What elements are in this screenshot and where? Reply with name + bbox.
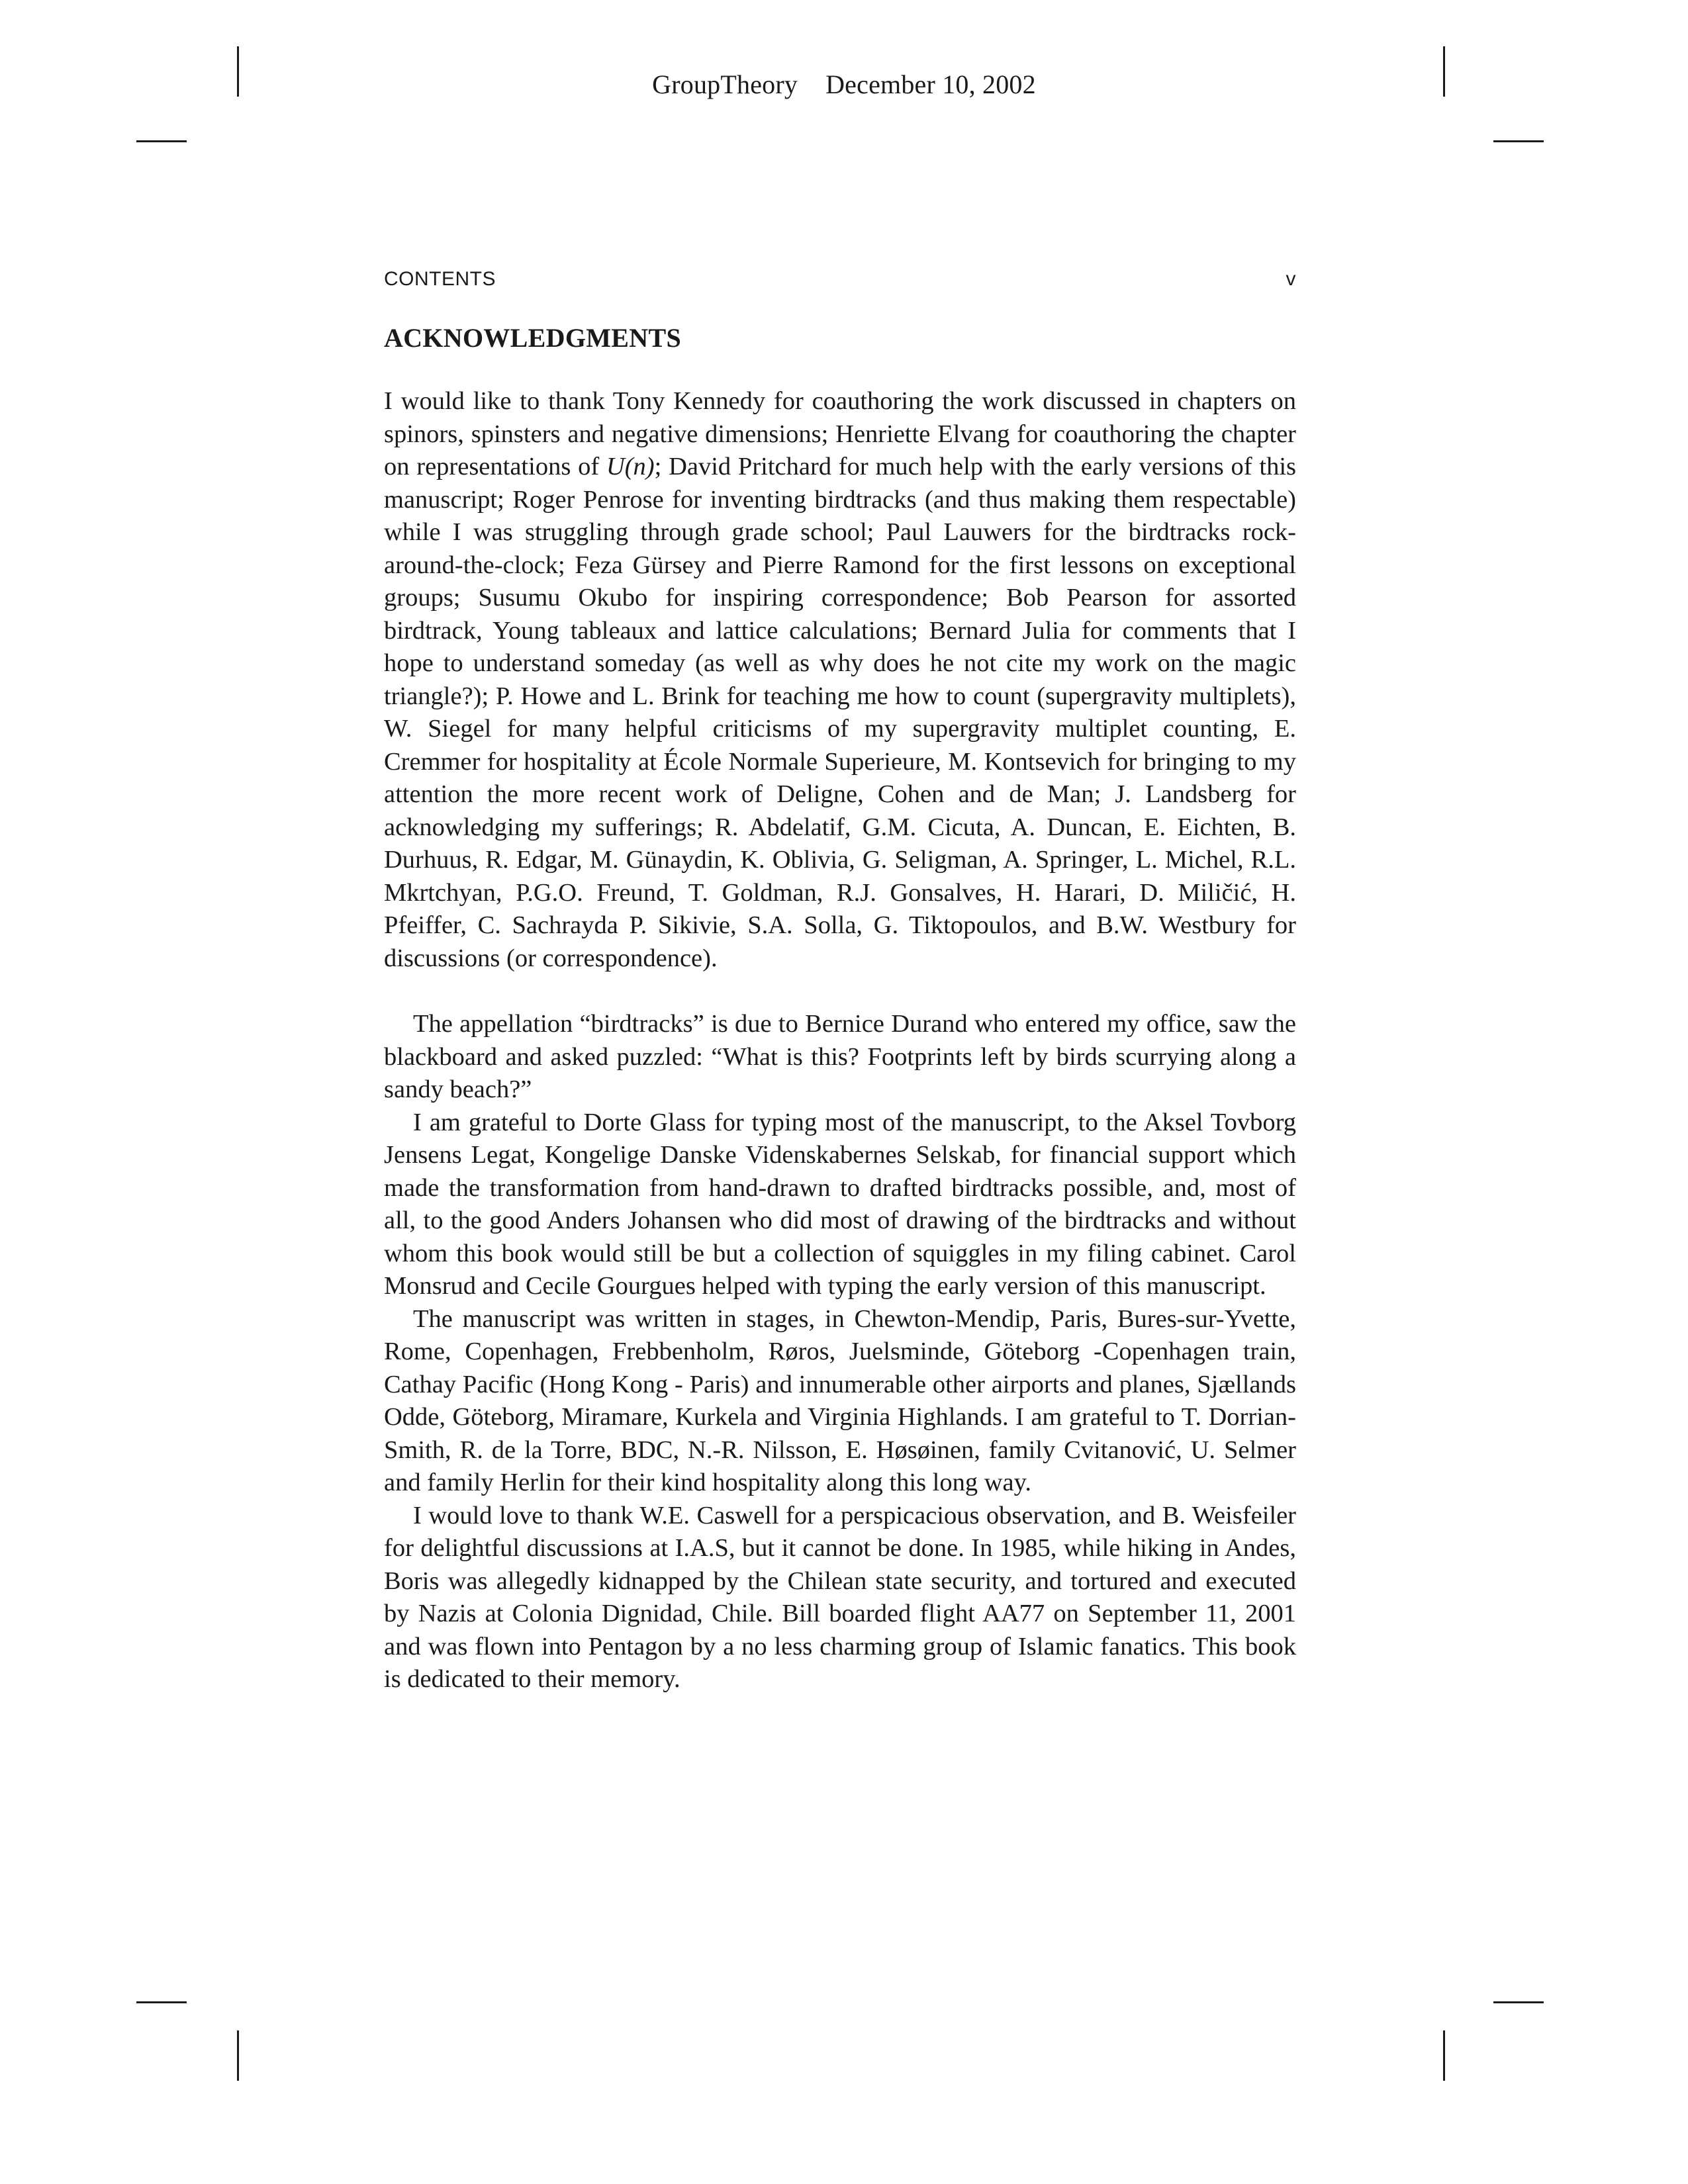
crop-mark-bottom-right-horizontal <box>1493 2001 1544 2003</box>
crop-mark-bottom-left-vertical <box>237 2030 239 2081</box>
crop-mark-top-right-horizontal <box>1493 140 1544 142</box>
paragraph-1-part-a: I would like to thank Tony Kennedy for coauthoring the work discussed in chapters on spinors, spinsters and negative dimensions; Henriette Elvang for coauthoring the chapter on representations of <box>384 387 1296 480</box>
paragraph-4: The manuscript was written in stages, in Chewton-Mendip, Paris, Bures-sur-Yvette, Rome, Copenhagen, Frebbenholm, Røros, Juelsminde, Göteborg -Copenhagen train, Cathay Pacific (Hong Kong - Paris) and innumerable other airports and planes, Sjællands Odde, Göteborg, Miramare, Kurkela and Virginia Highlands. I am grateful to T. Dorrian-Smith, R. de la Torre, BDC, N.-R. Nilsson, E. Høsøinen, family Cvitanović, U. Selmer and family Herlin for their kind hospitality along this long way. <box>384 1304 1296 1496</box>
page-number: v <box>1286 268 1296 290</box>
section-label: CONTENTS <box>384 268 496 290</box>
acknowledgments-body <box>384 385 1296 1696</box>
math-u-of-n: U(n) <box>606 453 655 480</box>
paragraph-2: The appellation “birdtracks” is due to Bernice Durand who entered my office, saw the blackboard and asked puzzled: “What is this? Footprints left by birds scurrying along a sandy beach?” <box>384 1010 1296 1103</box>
paragraph-3: I am grateful to Dorte Glass for typing most of the manuscript, to the Aksel Tovborg Jensens Legat, Kongelige Danske Videnskabernes Selskab, for financial support which made the transformation from hand-drawn to drafted birdtracks possible, and, most of all, to the good Anders Johansen who did most of drawing of the birdtracks and without whom this book would still be but a collection of squiggles in my filing cabinet. Carol Monsrud and Cecile Gourgues helped with typing the early version of this manuscript. <box>384 1108 1296 1300</box>
crop-mark-top-left-horizontal <box>136 140 187 142</box>
paragraph-5: I would love to thank W.E. Caswell for a perspicacious observation, and B. Weisfeiler for delightful discussions at I.A.S, but it cannot be done. In 1985, while hiking in Andes, Boris was allegedly kidnapped by the Chilean state security, and tortured and executed by Nazis at Colonia Dignidad, Chile. Bill boarded flight AA77 on September 11, 2001 and was flown into Pentagon by a no less charming group of Islamic fanatics. This book is dedicated to their memory. <box>384 1501 1296 1693</box>
running-head-date: December 10, 2002 <box>825 69 1036 99</box>
paragraph-1-part-b: ; David Pritchard for much help with the early versions of this manuscript; Roger Penrose for inventing birdtracks (and thus making them respectable) while I was struggling through grade school; Paul Lauwers for the birdtracks rock-around-the-clock; Feza Gürsey and Pierre Ramond for the first lessons on exceptional groups; Susumu Okubo for inspiring correspondence; Bob Pearson for assorted birdtrack, Young tableaux and lattice calculations; Bernard Julia for comments that I hope to understand someday (as well as why does he not cite my work on the magic triangle?); P. Howe and L. Brink for teaching me how to count (supergravity multiplets), W. Siegel for many helpful criticisms of my supergravity multiplet counting, E. Cremmer for hospitality at École Normale Superieure, M. Kontsevich for bringing to my attention the more recent work of Deligne, Cohen and de Man; J. Landsberg for acknowledging my sufferings; R. Abdelatif, G.M. Cicuta, A. Duncan, E. Eichten, B. Durhuus, R. Edgar, M. Günaydin, K. Oblivia, G. Seligman, A. Springer, L. Michel, R.L. Mkrtchyan, P.G.O. Freund, T. Goldman, R.J. Gonsalves, H. Harari, D. Miličić, H. Pfeiffer, C. Sachrayda P. Sikivie, S.A. Solla, G. Tiktopoulos, and B.W. Westbury for discussions (or correspondence). <box>384 453 1297 972</box>
running-head-title: GroupTheory <box>652 69 798 99</box>
section-title: ACKNOWLEDGMENTS <box>384 323 681 353</box>
running-head <box>0 69 1688 100</box>
crop-mark-bottom-left-horizontal <box>136 2001 187 2003</box>
page-header <box>384 268 1296 291</box>
crop-mark-bottom-right-vertical <box>1443 2030 1445 2081</box>
paragraph-1 <box>384 385 1296 975</box>
